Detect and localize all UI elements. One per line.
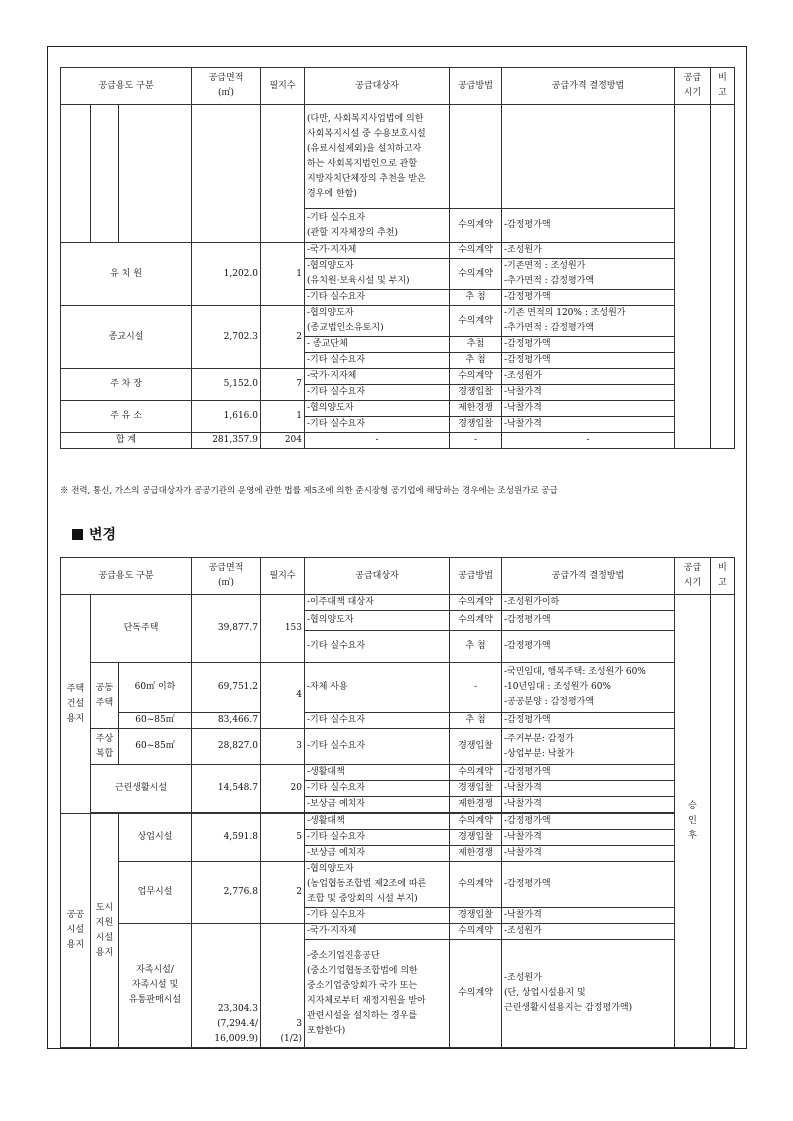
cont-price-2: -감정평가액 [502, 209, 675, 243]
single-method-2: 수의계약 [450, 611, 502, 631]
header-use-2: 공급용도 구분 [61, 558, 192, 595]
header-timing: 공급 시기 [675, 68, 711, 105]
mixed-group: 주상 복합 [91, 729, 119, 765]
commercial-target-3: -보상금 예치자 [305, 846, 450, 862]
gas-price-2: -낙찰가격 [502, 417, 675, 433]
selfsupport-lots: 3 (1/2) [261, 924, 305, 1048]
single-price-3: -감정평가액 [502, 631, 675, 663]
timing-cell-1 [675, 105, 711, 449]
commercial-area: 4,591.8 [192, 814, 261, 862]
apt-60-85-price: -감정평가액 [502, 713, 675, 729]
gas-method-1: 제한경쟁 [450, 401, 502, 417]
neighborhood-method-3: 제한경쟁 [450, 797, 502, 813]
parking-method-1: 수의계약 [450, 369, 502, 385]
single-target-2: -협의양도자 [305, 611, 450, 631]
kinder-price-1: -조성원가 [502, 243, 675, 259]
selfsupport-name: 자족시설/ 자족시설 및 유통판매시설 [119, 924, 192, 1048]
selfsupport-method-1: 수의계약 [450, 924, 502, 940]
residential-category: 주택 건설 용지 [61, 595, 91, 814]
religion-method-2: 추첨 [450, 337, 502, 353]
kinder-method-1: 수의계약 [450, 243, 502, 259]
kinder-target-1: -국가·지자체 [305, 243, 450, 259]
total-price: - [502, 433, 675, 449]
supply-table-changed [60, 557, 735, 1048]
parking-target-1: -국가·지자체 [305, 369, 450, 385]
religion-target-3: -기타 실수요자 [305, 353, 450, 369]
neighborhood-area: 14,548.7 [192, 765, 261, 813]
apt-under60-price: -국민임대, 행복주택: 조성원가 60% -10년임대 : 조성원가 60% -공공분양 : 감정평가액 [502, 663, 675, 713]
selfsupport-target-1: -국가·지자체 [305, 924, 450, 940]
parking-lots: 7 [261, 369, 305, 401]
header-note: 비 고 [711, 68, 735, 105]
office-target-1: -협의양도자 (농업협동조합법 제2조에 따른 조합 및 중앙회의 시설 부지) [305, 862, 450, 908]
mixed-price: -주거부분: 감정가 -상업부분: 낙찰가 [502, 729, 675, 765]
gas-area: 1,616.0 [192, 401, 261, 433]
apt-60-85-method: 추 첨 [450, 713, 502, 729]
urban-support-category: 도시 지원 시설 용지 [91, 814, 119, 1048]
office-name: 업무시설 [119, 862, 192, 924]
header-price-2: 공급가격 결정방법 [502, 558, 675, 595]
single-method-1: 수의계약 [450, 595, 502, 611]
cont-area [192, 105, 261, 243]
kinder-lots: 1 [261, 243, 305, 306]
parking-method-2: 경쟁입찰 [450, 385, 502, 401]
commercial-method-3: 제한경쟁 [450, 846, 502, 862]
cont-target-2: -기타 실수요자 (관할 지자체장의 추천) [305, 209, 450, 243]
header-target-2: 공급대상자 [305, 558, 450, 595]
neighborhood-price-2: -낙찰가격 [502, 781, 675, 797]
neighborhood-method-2: 경쟁입찰 [450, 781, 502, 797]
mixed-target: -기타 실수요자 [305, 729, 450, 765]
note-cell-1 [711, 105, 735, 449]
commercial-name: 상업시설 [119, 814, 192, 862]
supply-table-original [60, 67, 735, 449]
religion-name: 종교시설 [61, 306, 192, 369]
single-lots: 153 [261, 595, 305, 663]
office-price-1: -감정평가액 [502, 862, 675, 908]
religion-area: 2,702.3 [192, 306, 261, 369]
neighborhood-method-1: 수의계약 [450, 765, 502, 781]
single-name: 단독주택 [91, 595, 192, 663]
kinder-target-3: -기타 실수요자 [305, 290, 450, 306]
neighborhood-name: 근린생활시설 [91, 765, 192, 813]
religion-price-2: -감정평가액 [502, 337, 675, 353]
total-target: - [305, 433, 450, 449]
religion-lots: 2 [261, 306, 305, 369]
commercial-price-3: -낙찰가격 [502, 846, 675, 862]
section-heading: 변경 [72, 524, 116, 544]
religion-method-1: 수의계약 [450, 306, 502, 337]
single-target-1: -이주대책 대상자 [305, 595, 450, 611]
cont-lots [261, 105, 305, 243]
commercial-price-2: -낙찰가격 [502, 830, 675, 846]
neighborhood-target-1: -생활대책 [305, 765, 450, 781]
single-area: 39,877.7 [192, 595, 261, 663]
mixed-lots: 3 [261, 729, 305, 765]
office-method-1: 수의계약 [450, 862, 502, 908]
selfsupport-price-2: -조성원가 (단, 상업시설용지 및 근린생활시설용지는 감정평가액) [502, 940, 675, 1048]
kinder-target-2: -협의양도자 (유치원·보육시설 및 부지) [305, 259, 450, 290]
parking-area: 5,152.0 [192, 369, 261, 401]
mixed-area: 28,827.0 [192, 729, 261, 765]
kinder-method-2: 수의계약 [450, 259, 502, 290]
religion-price-3: -감정평가액 [502, 353, 675, 369]
header-note-2: 비 고 [711, 558, 735, 595]
commercial-target-1: -생활대책 [305, 814, 450, 830]
commercial-method-1: 수의계약 [450, 814, 502, 830]
header-method-2: 공급방법 [450, 558, 502, 595]
header-area: 공급면적 (㎡) [192, 68, 261, 105]
single-price-1: -조성원가이하 [502, 595, 675, 611]
header-area-2: 공급면적 (㎡) [192, 558, 261, 595]
header-lots: 필지수 [261, 68, 305, 105]
parking-price-2: -낙찰가격 [502, 385, 675, 401]
commercial-lots: 5 [261, 814, 305, 862]
header-use: 공급용도 구분 [61, 68, 192, 105]
total-lots: 204 [261, 433, 305, 449]
cont-cell-a [61, 105, 91, 243]
kinder-price-2: -기존면적 : 조성원가 -추가면적 : 감정평가액 [502, 259, 675, 290]
religion-target-1: -협의양도자 (종교법인소유토지) [305, 306, 450, 337]
apt-under60-name: 60㎡ 이하 [119, 663, 192, 713]
neighborhood-lots: 20 [261, 765, 305, 813]
total-label: 합 계 [61, 433, 192, 449]
apt-group: 공동 주택 [91, 663, 119, 729]
gas-target-1: -협의양도자 [305, 401, 450, 417]
public-category: 공공 시설 용지 [61, 814, 91, 1048]
kinder-method-3: 추 첨 [450, 290, 502, 306]
gas-name: 주 유 소 [61, 401, 192, 433]
selfsupport-area: 23,304.3 (7,294.4/ 16,009.9) [192, 924, 261, 1048]
office-method-2: 경쟁입찰 [450, 908, 502, 924]
parking-target-2: -기타 실수요자 [305, 385, 450, 401]
footnote: ※ 전력, 통신, 가스의 공급대상자가 공공기관의 운영에 관한 법률 제5조에 의한 준시장형 공기업에 해당하는 경우에는 조성원가로 공급 [60, 486, 558, 496]
cont-method-2: 수의계약 [450, 209, 502, 243]
single-price-2: -감정평가액 [502, 611, 675, 631]
selfsupport-target-2: -중소기업진흥공단 (중소기업협동조합법에 의한 중소기업중앙회가 국가 또는 지자체로부터 재정지원을 받아 관련시설을 설치하는 경우를 포함한다) [305, 940, 450, 1048]
neighborhood-target-3: -보상금 예치자 [305, 797, 450, 813]
square-bullet-icon [72, 529, 83, 540]
office-area: 2,776.8 [192, 862, 261, 924]
office-price-2: -낙찰가격 [502, 908, 675, 924]
kinder-price-3: -감정평가액 [502, 290, 675, 306]
header-price: 공급가격 결정방법 [502, 68, 675, 105]
office-target-2: -기타 실수요자 [305, 908, 450, 924]
cont-cell-c [119, 105, 192, 243]
commercial-target-2: -기타 실수요자 [305, 830, 450, 846]
single-method-3: 추 첨 [450, 631, 502, 663]
timing-approval: 승 인 후 [675, 595, 711, 1048]
apt-60-85-name: 60~85㎡ [119, 713, 192, 729]
mixed-method: 경쟁입찰 [450, 729, 502, 765]
selfsupport-method-2: 수의계약 [450, 940, 502, 1048]
religion-price-1: -기존 면적의 120% : 조성원가 -추가면적 : 감정평가액 [502, 306, 675, 337]
neighborhood-target-2: -기타 실수요자 [305, 781, 450, 797]
cont-method-1 [450, 105, 502, 209]
religion-target-2: - 종교단체 [305, 337, 450, 353]
total-method: - [450, 433, 502, 449]
kinder-name: 유 치 원 [61, 243, 192, 306]
mixed-name: 60~85㎡ [119, 729, 192, 765]
apt-under60-area: 69,751.2 [192, 663, 261, 713]
note-cell-2 [711, 595, 735, 1048]
office-lots: 2 [261, 862, 305, 924]
apt-60-85-target: -기타 실수요자 [305, 713, 450, 729]
gas-method-2: 경쟁입찰 [450, 417, 502, 433]
parking-price-1: -조성원가 [502, 369, 675, 385]
header-method: 공급방법 [450, 68, 502, 105]
gas-target-2: -기타 실수요자 [305, 417, 450, 433]
header-lots-2: 필지수 [261, 558, 305, 595]
commercial-price-1: -감정평가액 [502, 814, 675, 830]
cont-price-1 [502, 105, 675, 209]
apt-under60-method: - [450, 663, 502, 713]
commercial-method-2: 경쟁입찰 [450, 830, 502, 846]
apt-under60-target: -자체 사용 [305, 663, 450, 713]
single-target-3: -기타 실수요자 [305, 631, 450, 663]
apt-lots: 4 [261, 663, 305, 729]
total-area: 281,357.9 [192, 433, 261, 449]
header-target: 공급대상자 [305, 68, 450, 105]
apt-60-85-area: 83,466.7 [192, 713, 261, 729]
neighborhood-price-1: -감정평가액 [502, 765, 675, 781]
parking-name: 주 차 장 [61, 369, 192, 401]
header-timing-2: 공급 시기 [675, 558, 711, 595]
kinder-area: 1,202.0 [192, 243, 261, 306]
cont-target-1: (다만, 사회복지사업법에 의한 사회복지시설 중 수용보호시설 (유료시설제외)을 설치하고자 하는 사회복지법인으로 관할 지방자치단체장의 추천을 받은 경우에 한함) [305, 105, 450, 209]
selfsupport-price-1: -조성원가 [502, 924, 675, 940]
gas-lots: 1 [261, 401, 305, 433]
gas-price-1: -낙찰가격 [502, 401, 675, 417]
cont-cell-b [91, 105, 119, 243]
neighborhood-price-3: -낙찰가격 [502, 797, 675, 813]
religion-method-3: 추 첨 [450, 353, 502, 369]
